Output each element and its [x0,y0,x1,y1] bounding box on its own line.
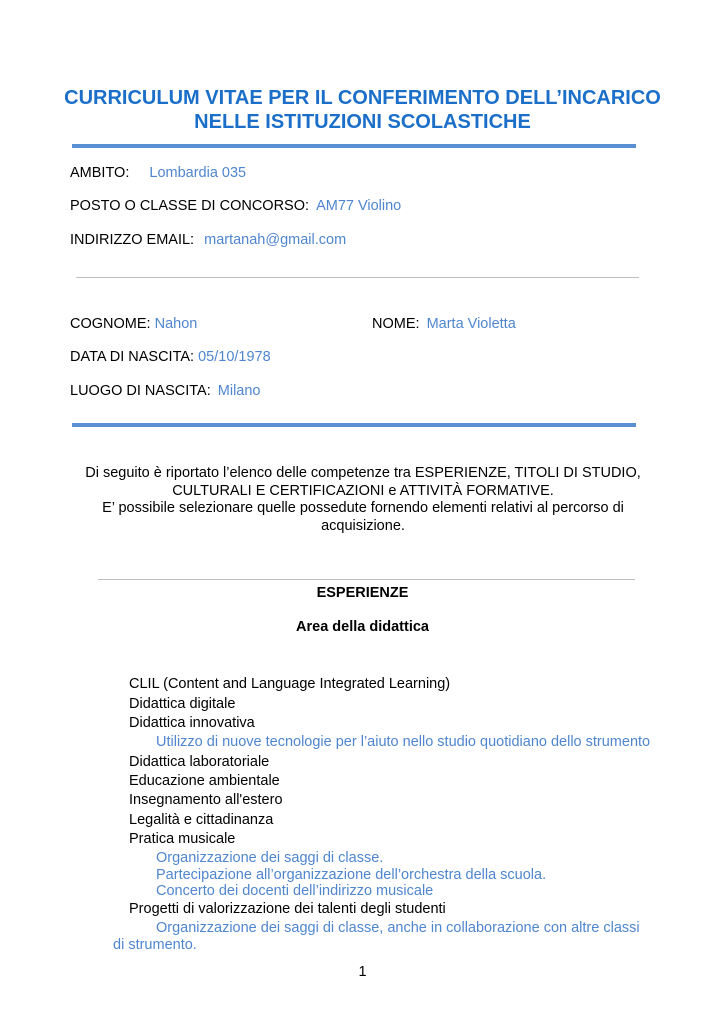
data-nascita-label: DATA DI NASCITA: [70,349,195,365]
page-number: 1 [358,964,367,980]
posto-value: AM77 Violino [316,198,402,214]
ambito-label: AMBITO: [70,165,130,181]
list-item: Didattica laboratoriale [129,754,270,770]
luogo-nascita-label: LUOGO DI NASCITA: [70,383,211,399]
cognome-row [70,316,197,332]
list-item: Didattica digitale [129,696,236,712]
list-subitem: Partecipazione all’organizzazione dell’orchestra della scuola. [156,867,547,883]
divider-thin-2 [98,579,635,580]
list-item: CLIL (Content and Language Integrated Learning) [129,676,451,692]
list-subitem: Utilizzo di nuove tecnologie per l’aiuto nello studio quotidiano dello strumento [156,734,651,750]
intro-line-2: CULTURALI E CERTIFICAZIONI e ATTIVITÀ FORMATIVE. [172,482,554,499]
luogo-nascita-value: Milano [217,383,261,399]
intro-line-3: E’ possibile selezionare quelle possedute fornendo elementi relativi al percorso di [102,500,624,516]
intro-line-4: acquisizione. [321,517,405,534]
list-subitem: Organizzazione dei saggi di classe. [156,850,384,866]
intro-paragraph [60,465,666,535]
list-subitem: Organizzazione dei saggi di classe, anche in collaborazione con altre classi [156,920,640,936]
data-nascita-value: 05/10/1978 [198,349,271,365]
ambito-row [70,165,246,181]
list-subitem-continuation: di strumento. [113,937,197,953]
title-line-1: CURRICULUM VITAE PER IL CONFERIMENTO DELL’INCARICO [64,87,661,109]
email-label: INDIRIZZO EMAIL: [70,232,195,248]
email-value: martanah@gmail.com [204,232,347,248]
luogo-nascita-row [70,383,260,399]
ambito-value: Lombardia 035 [149,165,247,181]
divider-thick [72,144,636,148]
cognome-label: COGNOME: [70,316,151,332]
intro-line-1: Di seguito è riportato l’elenco delle competenze tra ESPERIENZE, TITOLI DI STUDIO, [85,465,641,481]
list-item: Insegnamento all'estero [129,792,283,808]
area-title: Area della didattica [296,619,429,635]
nome-row [372,316,516,332]
document-title [40,86,685,134]
cognome-value: Nahon [154,316,198,332]
posto-row [70,198,401,214]
email-row [70,232,346,248]
list-item: Legalità e cittadinanza [129,812,274,828]
list-item: Progetti di valorizzazione dei talenti degli studenti [129,901,446,917]
list-item: Pratica musicale [129,831,236,847]
list-item: Didattica innovativa [129,715,255,731]
nome-label: NOME: [372,316,420,332]
posto-label: POSTO O CLASSE DI CONCORSO: [70,198,310,214]
list-subitem: Concerto dei docenti dell’indirizzo musicale [156,883,434,899]
list-item: Educazione ambientale [129,773,280,789]
nome-value: Marta Violetta [426,316,516,332]
title-line-2: NELLE ISTITUZIONI SCOLASTICHE [194,111,531,133]
divider-thick-2 [72,423,636,427]
divider-thin [76,277,639,278]
data-nascita-row [70,349,271,365]
section-title: ESPERIENZE [316,585,409,601]
